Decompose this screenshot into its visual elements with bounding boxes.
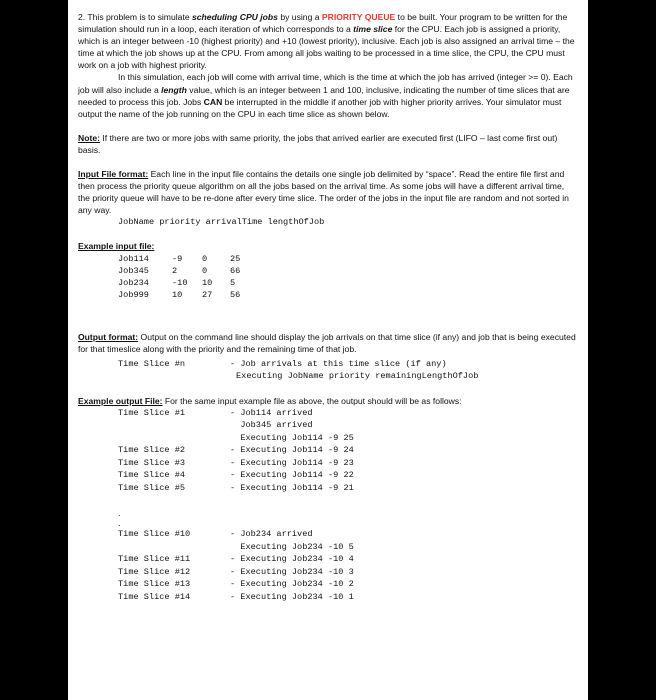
note-label: Note: [78, 132, 100, 143]
time-slice-emphasis: time slice [353, 24, 393, 35]
input-format-header: JobName priority arrivalTime lengthOfJob [118, 217, 325, 228]
example-input-label-row [78, 240, 578, 252]
time-slice-label: Time Slice #10 [118, 529, 191, 540]
intro-emphasis: scheduling CPU jobs [192, 12, 278, 22]
time-slice-label: Time Slice #13 [118, 579, 191, 590]
document-content [78, 11, 578, 603]
para2-text: In this simulation, each job will come with arrival time, which is the time at which the job has arrived (integer >= 0). Each job will also include a [78, 72, 573, 95]
table-row [118, 289, 240, 301]
output-line: - Executing Job234 -10 4 [230, 554, 354, 565]
time-slice-label: Time Slice #2 [118, 445, 186, 456]
time-slice-label [118, 419, 230, 432]
time-slice-label: Time Slice #5 [118, 482, 186, 493]
output-format-label: Output format: [78, 331, 139, 342]
table-row [118, 578, 354, 591]
time-slice-label: Time Slice #3 [118, 457, 186, 468]
job-length: 5 [230, 277, 236, 288]
problem-intro-paragraph [78, 11, 578, 71]
table-row [118, 541, 354, 554]
example-output-text: For the same input example file as above, the output should will be as follows: [162, 395, 462, 406]
output-line: - Executing Job234 -10 1 [230, 591, 354, 602]
job-arrival: 0 [202, 265, 208, 276]
table-row [118, 444, 354, 457]
example-output-block-2 [118, 528, 354, 603]
table-row [118, 591, 354, 604]
time-slice-label [118, 541, 230, 554]
can-emphasis: CAN [203, 96, 223, 107]
output-format-line: - Job arrivals at this time slice (if any) [230, 358, 447, 369]
table-row [118, 265, 240, 277]
note-paragraph [78, 132, 578, 156]
job-arrival: 0 [202, 253, 208, 264]
table-row [118, 457, 354, 470]
priority-queue-highlight: PRIORITY QUEUE [321, 12, 396, 22]
output-line: Job345 arrived [230, 420, 313, 431]
ellipsis-dot: . [118, 508, 121, 519]
output-line: Executing Job114 -9 25 [230, 432, 354, 443]
example-output-block-1 [118, 407, 354, 495]
table-row [118, 277, 240, 289]
time-slice-label: Time Slice #4 [118, 470, 186, 481]
job-priority: 2 [172, 265, 178, 276]
time-slice-label [118, 432, 230, 445]
input-format-label: Input File format: [78, 169, 149, 180]
output-line: - Executing Job114 -9 24 [230, 445, 354, 456]
output-line: Executing Job234 -10 5 [230, 541, 354, 552]
table-row [118, 528, 354, 541]
input-format-text: Each line in the input file contains the details one single job delimited by “space”. Read the entire file first and then process the priority queue algorithm on all the jobs based on the arrival time. As some jobs will have a different arrival time, the priority queue will have to be re-done after every time slice. The order of the jobs in the input file are random and not sorted in any way. [78, 169, 569, 216]
para2-text-2: value, which is an integer between 1 and 100, inclusive, indicating the number of time slices that are needed to process this job. Jobs [78, 84, 570, 107]
table-row [118, 566, 354, 579]
table-row [118, 482, 354, 495]
job-name: Job234 [118, 277, 149, 288]
length-emphasis: length [161, 84, 187, 95]
output-line: - Job234 arrived [230, 529, 313, 540]
job-priority: 10 [172, 289, 183, 300]
table-row [118, 469, 354, 482]
job-arrival: 27 [202, 289, 213, 300]
output-format-paragraph [78, 331, 578, 355]
table-row [118, 407, 354, 420]
output-line: - Executing Job234 -10 3 [230, 566, 354, 577]
intro-text: 2. This problem is to simulate [78, 12, 192, 22]
example-output-label: Example output File: [78, 395, 163, 406]
output-format-line: Executing JobName priority remainingLengthOfJob [236, 371, 479, 382]
job-name: Job114 [118, 253, 149, 264]
para2-text-3: be interrupted in the middle if another job with higher priority arrives. Your simulator must output the name of the job running on the CPU in each time slice as shown below. [78, 96, 562, 119]
job-length: 25 [230, 253, 241, 264]
time-slice-label: Time Slice #11 [118, 554, 191, 565]
note-text: If there are two or more jobs with same priority, the jobs that arrived earlier are executed first (LIFO – last come first out) basis. [78, 132, 558, 155]
input-format-paragraph [78, 168, 578, 216]
table-row [118, 253, 240, 265]
table-row [118, 432, 354, 445]
output-line: - Executing Job114 -9 21 [230, 482, 354, 493]
job-priority: -10 [172, 277, 188, 288]
example-output-paragraph [78, 395, 578, 407]
simulation-paragraph [78, 71, 578, 119]
time-slice-label: Time Slice #n [118, 358, 186, 369]
output-format-table [118, 358, 478, 383]
job-name: Job999 [118, 289, 149, 300]
table-row [118, 358, 478, 371]
time-slice-label: Time Slice #1 [118, 407, 186, 418]
output-line: - Job114 arrived [230, 407, 313, 418]
table-row [118, 419, 354, 432]
time-slice-label: Time Slice #14 [118, 591, 191, 602]
job-length: 66 [230, 265, 241, 276]
intro-text-4: for the CPU. Each job is assigned a priority, which is an integer between -10 (highest priority) and +10 (lowest priority), inclusive. Each job is also assigned an arrival time – the time at which the job shows up at the CPU. From among all jobs waiting to be processed in a time slice, the CPU, the CPU must work on a job with highest priority. [78, 24, 575, 71]
output-line: - Executing Job114 -9 23 [230, 457, 354, 468]
table-row [118, 553, 354, 566]
job-name: Job345 [118, 265, 149, 276]
job-length: 56 [230, 289, 241, 300]
example-input-label: Example input file: [78, 241, 155, 252]
intro-text-2: by using a [277, 12, 322, 22]
output-format-text: Output on the command line should display the job arrivals on that time slice (if any) and job that is being executed for that timeslice along with the priority and the remaining time of that job. [78, 331, 576, 354]
ellipsis-dot: . [118, 518, 121, 529]
table-row [118, 370, 478, 383]
document-page [68, 0, 588, 700]
example-input-table [118, 253, 240, 301]
time-slice-label: Time Slice #12 [118, 566, 191, 577]
intro-text-3: to be built. Your program to be written for the simulation should run in a loop, each iteration of which corresponds to a [78, 12, 568, 35]
job-arrival: 10 [202, 277, 213, 288]
output-line: - Executing Job234 -10 2 [230, 579, 354, 590]
output-line: - Executing Job114 -9 22 [230, 470, 354, 481]
job-priority: -9 [172, 253, 183, 264]
